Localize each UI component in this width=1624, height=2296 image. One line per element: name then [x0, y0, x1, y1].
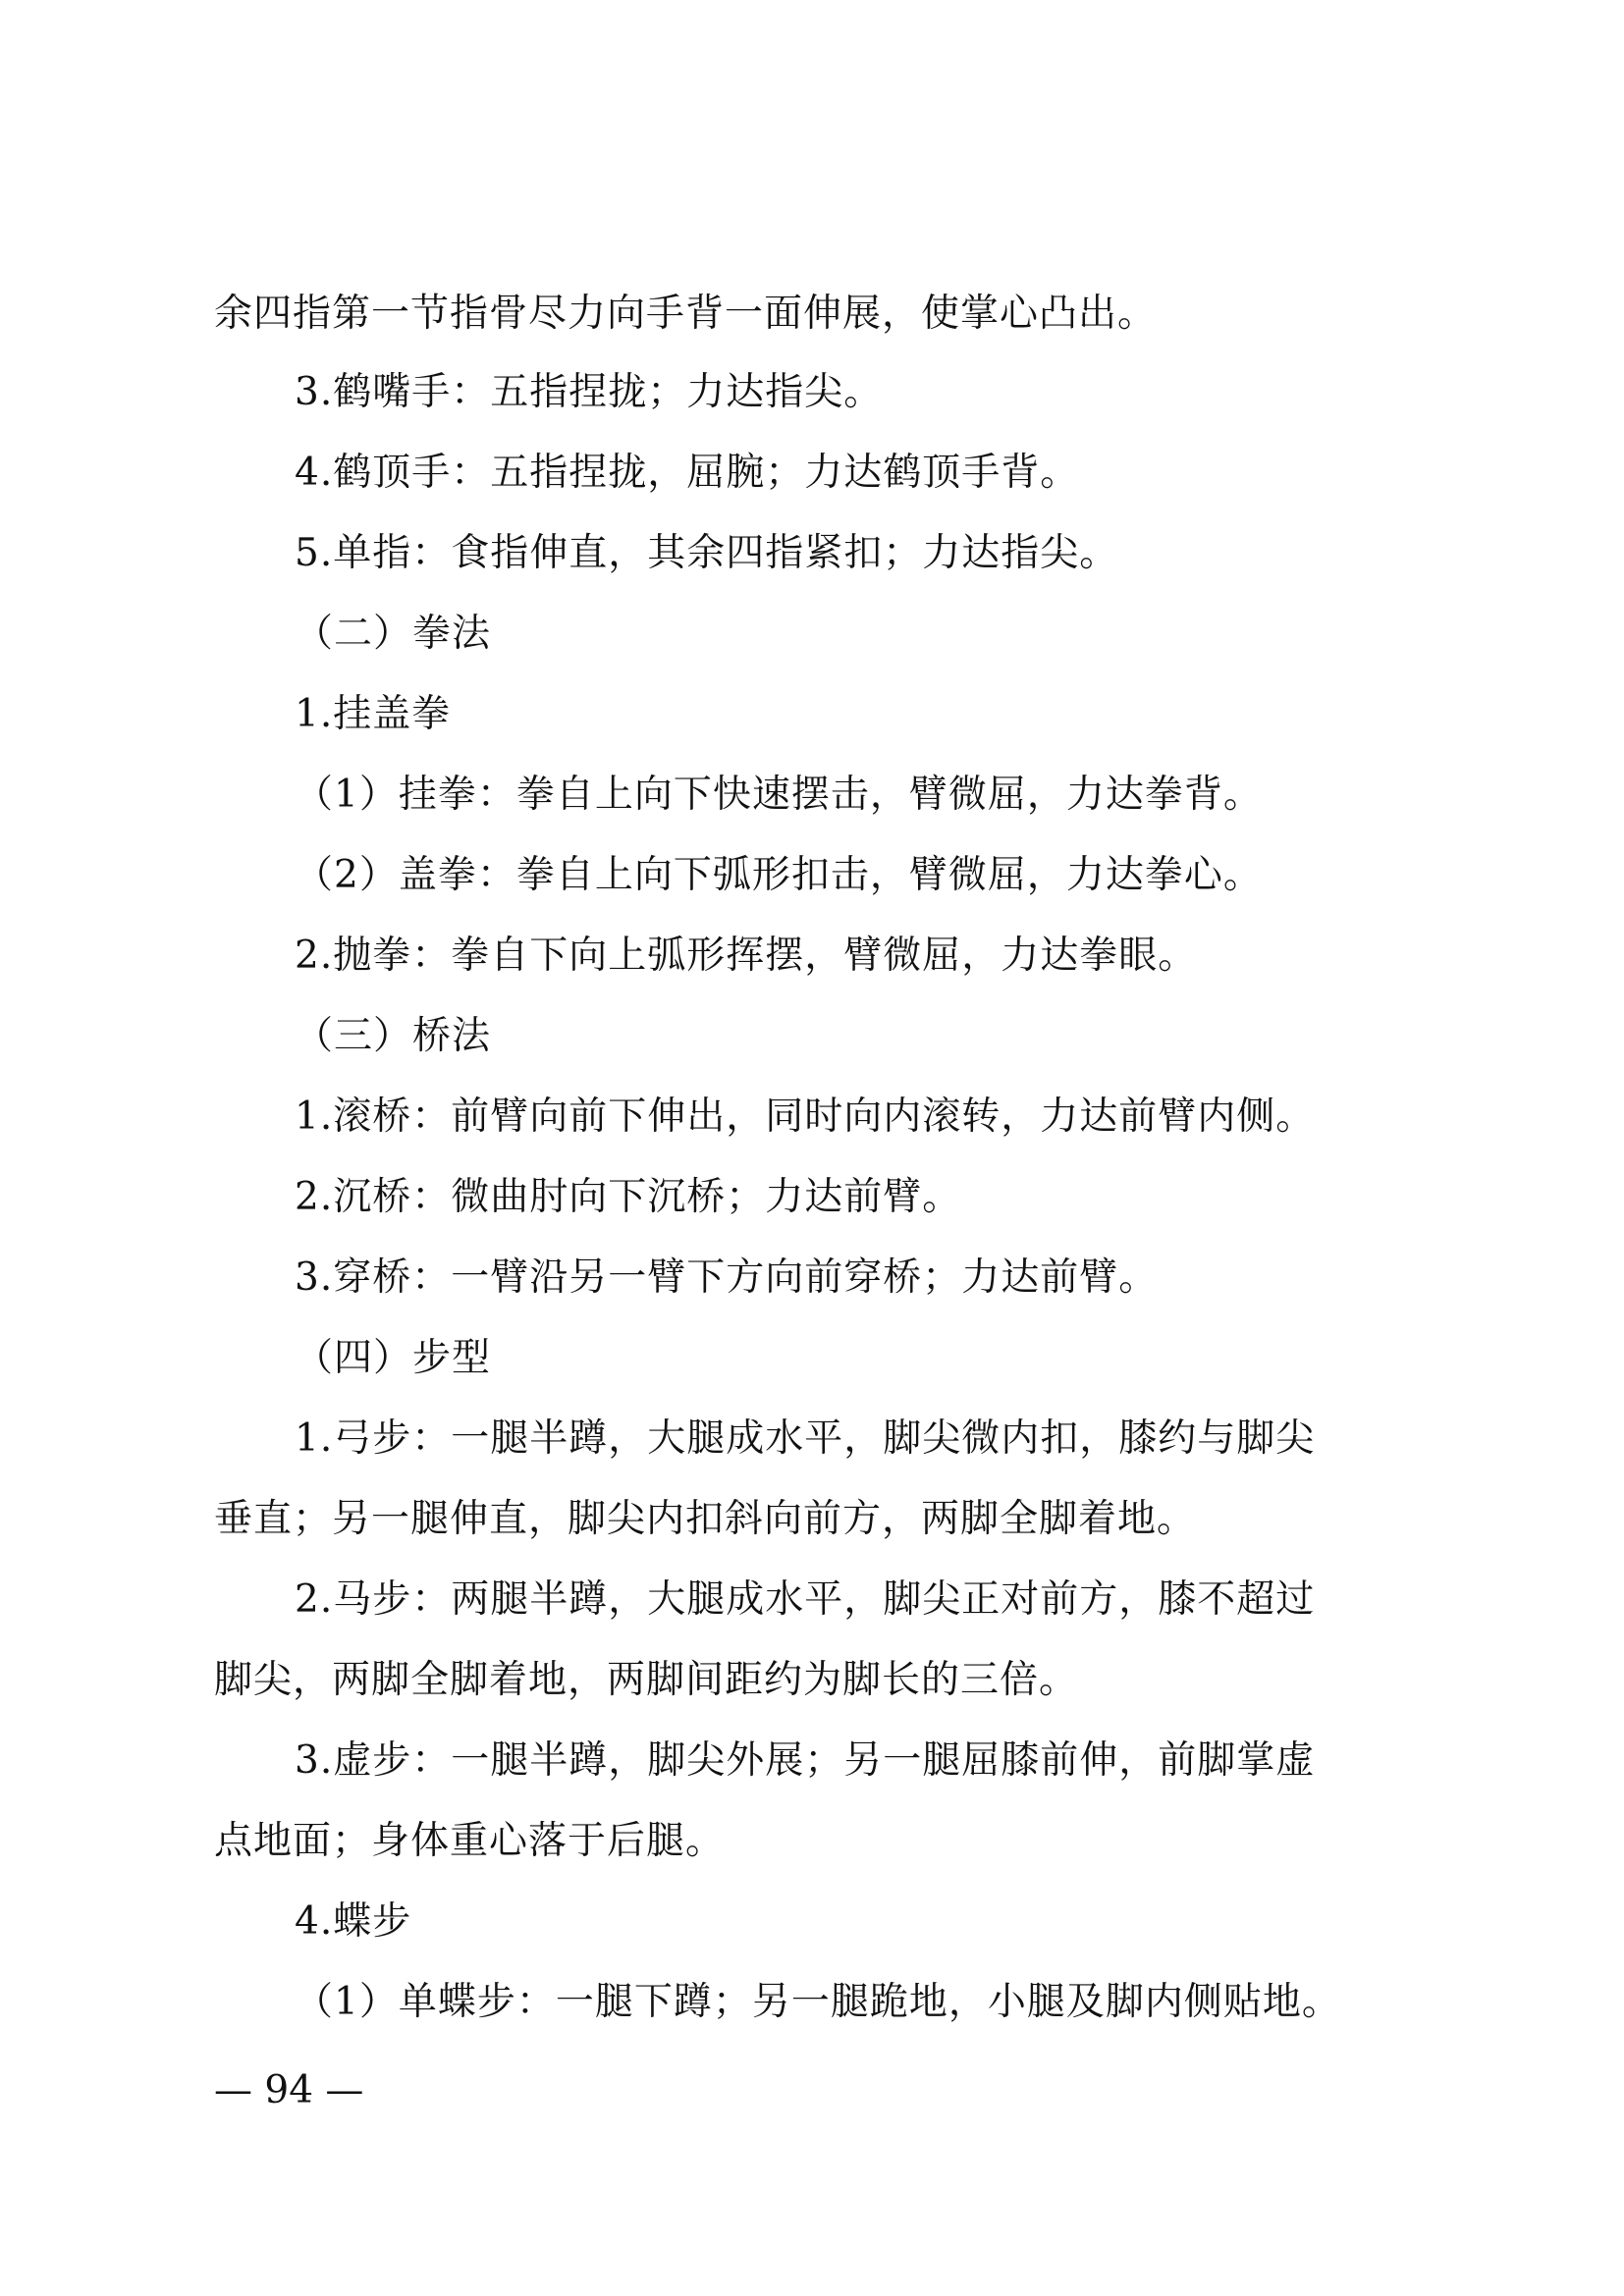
list-item-sinking-bridge: 2.沉桥：微曲肘向下沉桥；力达前臂。 [295, 1175, 962, 1219]
text-line-horse-stance-cont: 脚尖，两脚全脚着地，两脚间距约为脚长的三倍。 [214, 1658, 1079, 1702]
list-item-horse-stance: 2.马步：两腿半蹲，大腿成水平，脚尖正对前方，膝不超过 [295, 1577, 1316, 1622]
sub-item-hanging-fist: （1）挂拳：拳自上向下快速摆击，臂微屈，力达拳背。 [295, 773, 1263, 817]
list-item-empty-stance: 3.虚步：一腿半蹲，脚尖外展；另一腿屈膝前伸，前脚掌虚 [295, 1738, 1316, 1783]
section-heading-stances: （四）步型 [295, 1336, 492, 1380]
text-line-bow-stance-cont: 垂直；另一腿伸直，脚尖内扣斜向前方，两脚全脚着地。 [214, 1497, 1197, 1541]
list-item-hanging-cover-fist: 1.挂盖拳 [295, 692, 452, 736]
list-item-throwing-fist: 2.抛拳：拳自下向上弧形挥摆，臂微屈，力达拳眼。 [295, 934, 1198, 978]
list-item-rolling-bridge: 1.滚桥：前臂向前下伸出，同时向内滚转，力达前臂内侧。 [295, 1095, 1316, 1139]
list-item-butterfly-stance: 4.蝶步 [295, 1899, 412, 1944]
list-item-single-finger: 5.单指：食指伸直，其余四指紧扣；力达指尖。 [295, 531, 1119, 575]
page-number: — 94 — [214, 2068, 364, 2112]
list-item-crane-beak-hand: 3.鹤嘴手：五指捏拢；力达指尖。 [295, 370, 884, 414]
list-item-piercing-bridge: 3.穿桥：一臂沿另一臂下方向前穿桥；力达前臂。 [295, 1255, 1159, 1300]
list-item-crane-top-hand: 4.鹤顶手：五指捏拢，屈腕；力达鹤顶手背。 [295, 451, 1080, 495]
text-line-continuation: 余四指第一节指骨尽力向手背一面伸展，使掌心凸出。 [214, 292, 1158, 336]
text-line-empty-stance-cont: 点地面；身体重心落于后腿。 [214, 1819, 726, 1863]
section-heading-bridge-methods: （三）桥法 [295, 1014, 492, 1058]
list-item-bow-stance: 1.弓步：一腿半蹲，大腿成水平，脚尖微内扣，膝约与脚尖 [295, 1416, 1316, 1461]
section-heading-fist-methods: （二）拳法 [295, 612, 492, 656]
sub-item-single-butterfly-stance: （1）单蝶步：一腿下蹲；另一腿跪地，小腿及脚内侧贴地。 [295, 1980, 1341, 2024]
sub-item-cover-fist: （2）盖拳：拳自上向下弧形扣击，臂微屈，力达拳心。 [295, 853, 1263, 897]
